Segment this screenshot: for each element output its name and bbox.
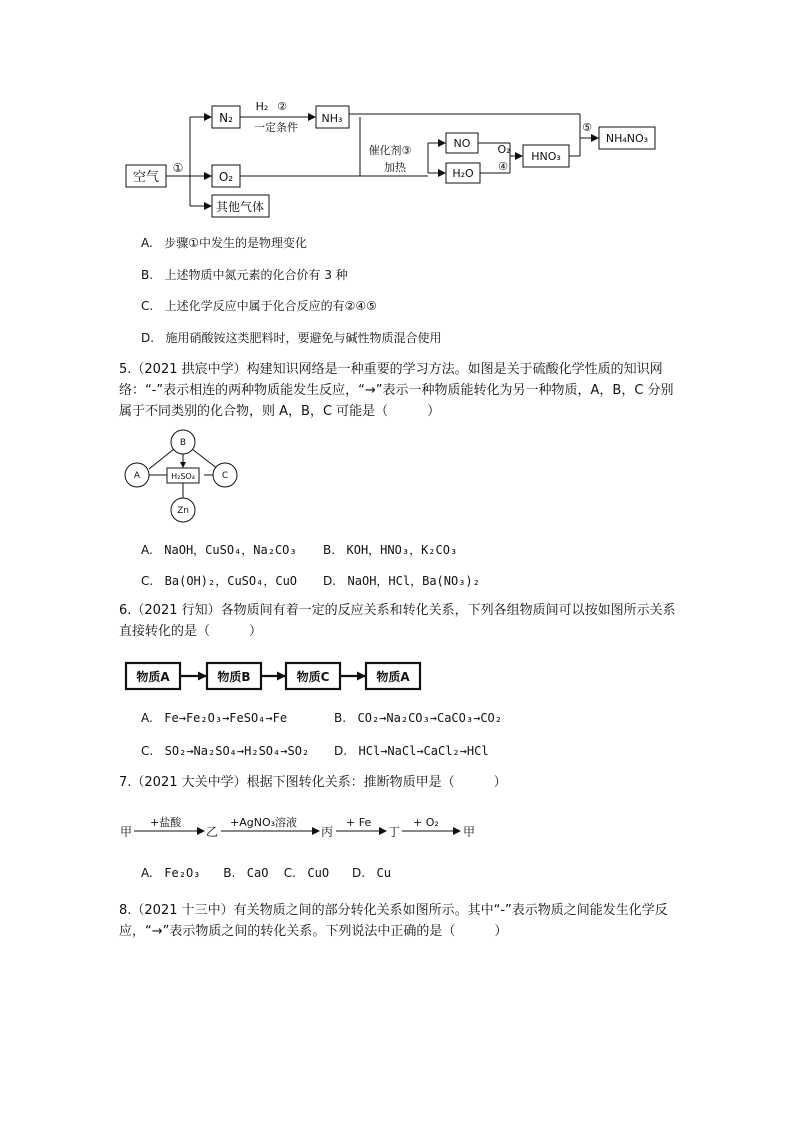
svg-text:甲: 甲 bbox=[463, 825, 476, 839]
svg-text:甲: 甲 bbox=[120, 825, 133, 839]
svg-text:物质C: 物质C bbox=[296, 670, 330, 684]
svg-text:+ Fe: + Fe bbox=[346, 816, 372, 829]
q6-option-b[interactable]: B. CO₂→Na₂CO₃→CaCO₃→CO₂ bbox=[334, 711, 502, 725]
substance-chain-diagram bbox=[120, 658, 430, 694]
label-air: 空气 bbox=[132, 170, 160, 185]
svg-text:+盐酸: +盐酸 bbox=[150, 816, 182, 829]
q4-option-b[interactable]: B. 上述物质中氮元素的化合价有 3 种 bbox=[141, 268, 348, 282]
label-n2: N₂ bbox=[219, 111, 233, 125]
svg-text:H₂SO₄: H₂SO₄ bbox=[171, 472, 195, 481]
label-heat: 加热 bbox=[384, 161, 406, 174]
q5-option-d[interactable]: D. NaOH，HCl，Ba(NO₃)₂ bbox=[323, 574, 480, 588]
q6-stem: 6.（2021 行知）各物质间有着一定的反应关系和转化关系，下列各组物质间可以按如图所示关系直接转化的是（ ） bbox=[119, 603, 676, 639]
label-nh4no3: NH₄NO₃ bbox=[605, 132, 649, 145]
label-h2: H₂ bbox=[255, 100, 269, 113]
svg-text:物质A: 物质A bbox=[376, 670, 410, 684]
q5-option-c[interactable]: C. Ba(OH)₂，CuSO₄，CuO bbox=[141, 574, 298, 588]
q7-options bbox=[141, 866, 391, 880]
label-hno3: HNO₃ bbox=[531, 150, 561, 163]
label-step1: ① bbox=[172, 161, 184, 175]
svg-text:C: C bbox=[221, 471, 229, 481]
q5-option-a[interactable]: A. NaOH，CuSO₄，Na₂CO₃ bbox=[141, 543, 297, 557]
q5-option-b[interactable]: B. KOH，HNO₃，K₂CO₃ bbox=[323, 543, 458, 557]
q6-option-c[interactable]: C. SO₂→Na₂SO₄→H₂SO₄→SO₂ bbox=[141, 744, 310, 758]
label-step4: ④ bbox=[498, 160, 508, 173]
label-h2o: H₂O bbox=[452, 167, 474, 180]
q7-option-c[interactable]: C. CuO bbox=[283, 866, 330, 880]
q4-option-d[interactable]: D. 施用硝酸铵这类肥料时，要避免与碱性物质混合使用 bbox=[141, 331, 442, 345]
svg-text:丁: 丁 bbox=[388, 825, 401, 839]
svg-text:物质A: 物质A bbox=[136, 670, 170, 684]
label-other-gas: 其他气体 bbox=[215, 200, 265, 214]
label-step5: ⑤ bbox=[582, 121, 592, 134]
svg-text:物质B: 物质B bbox=[217, 670, 251, 684]
svg-text:丙: 丙 bbox=[321, 825, 334, 839]
q4-option-c[interactable]: C. 上述化学反应中属于化合反应的有②④⑤ bbox=[141, 299, 377, 313]
q7-stem: 7.（2021 大关中学）根据下图转化关系：推断物质甲是（ ） bbox=[119, 775, 507, 790]
label-condition: 一定条件 bbox=[254, 121, 298, 134]
svg-text:+AgNO₃溶液: +AgNO₃溶液 bbox=[230, 816, 298, 829]
svg-text:乙: 乙 bbox=[206, 825, 219, 839]
conversion-chain-diagram bbox=[120, 812, 480, 842]
q4-option-a[interactable]: A. 步骤①中发生的是物理变化 bbox=[141, 236, 308, 250]
label-step2: ② bbox=[277, 100, 287, 113]
q6-option-a[interactable]: A. Fe→Fe₂O₃→FeSO₄→Fe bbox=[141, 711, 288, 725]
q8-stem: 8.（2021 十三中）有关物质之间的部分转化关系如图所示。其中“-”表示物质之间能发生化学反应，“→”表示物质之间的转化关系。下列说法中正确的是（ ） bbox=[119, 903, 668, 939]
svg-text:A: A bbox=[133, 471, 141, 481]
q6-option-d[interactable]: D. HCl→NaCl→CaCl₂→HCl bbox=[334, 744, 489, 758]
label-nh3: NH₃ bbox=[321, 112, 343, 125]
q7-option-b[interactable]: B. CaO bbox=[223, 866, 269, 880]
label-o2: O₂ bbox=[218, 170, 234, 184]
q5-stem: 5.（2021 拱宸中学）构建知识网络是一种重要的学习方法。如图是关于硫酸化学性质的知识网络：“-”表示相连的两种物质能发生反应，“→”表示一种物质能转化为另一种物质，A，B，C 分别属于不同类别的化合物，则 A，B，C 可能是（ ） bbox=[119, 362, 674, 419]
q7-option-a[interactable]: A. Fe₂O₃ bbox=[141, 866, 201, 880]
svg-text:Zn: Zn bbox=[177, 506, 189, 516]
q7-option-d[interactable]: D. Cu bbox=[351, 866, 391, 880]
sulfuric-acid-network bbox=[120, 425, 250, 525]
nitrogen-flow-diagram bbox=[0, 0, 794, 230]
label-no: NO bbox=[453, 137, 471, 150]
svg-text:B: B bbox=[179, 438, 187, 448]
label-o2-step4: O₂ bbox=[497, 143, 511, 156]
svg-text:+ O₂: + O₂ bbox=[413, 816, 439, 829]
label-catalyst: 催化剂③ bbox=[368, 144, 412, 157]
